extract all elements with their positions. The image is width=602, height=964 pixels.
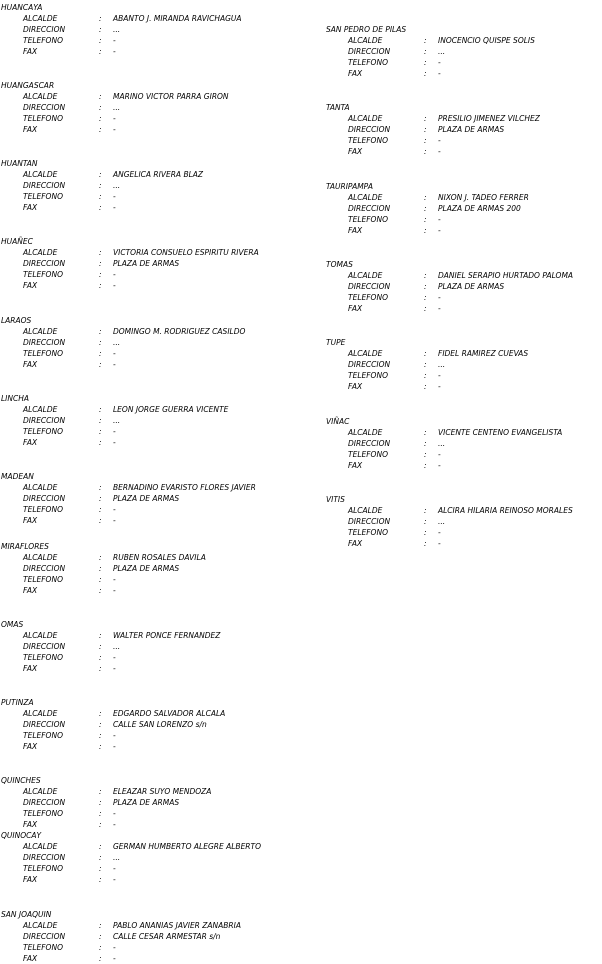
telefono-label: TELEFONO bbox=[348, 450, 388, 459]
colon-separator: : bbox=[424, 58, 427, 67]
alcalde-label: ALCALDE bbox=[23, 787, 58, 796]
fax-label: FAX bbox=[23, 664, 38, 673]
direccion-label: DIRECCION bbox=[348, 282, 391, 291]
alcalde-value: INOCENCIO QUISPE SOLIS bbox=[438, 36, 535, 45]
fax-label: FAX bbox=[348, 382, 363, 391]
colon-separator: : bbox=[99, 327, 102, 336]
colon-separator: : bbox=[99, 427, 102, 436]
direccion-label: DIRECCION bbox=[23, 494, 66, 503]
colon-separator: : bbox=[99, 586, 102, 595]
colon-separator: : bbox=[99, 270, 102, 279]
colon-separator: : bbox=[99, 575, 102, 584]
colon-separator: : bbox=[99, 932, 102, 941]
district-name: LARAOS bbox=[1, 316, 32, 325]
colon-separator: : bbox=[99, 405, 102, 414]
fax-value: - bbox=[438, 147, 441, 156]
alcalde-value: GERMAN HUMBERTO ALEGRE ALBERTO bbox=[113, 842, 262, 851]
telefono-value: - bbox=[113, 575, 116, 584]
district-name: SAN JOAQUIN bbox=[1, 910, 52, 919]
colon-separator: : bbox=[99, 653, 102, 662]
direccion-label: DIRECCION bbox=[23, 720, 66, 729]
direccion-label: DIRECCION bbox=[348, 439, 391, 448]
district-name: TOMAS bbox=[326, 260, 353, 269]
colon-separator: : bbox=[424, 114, 427, 123]
fax-value: - bbox=[113, 820, 116, 829]
direccion-label: DIRECCION bbox=[23, 932, 66, 941]
telefono-label: TELEFONO bbox=[348, 371, 388, 380]
colon-separator: : bbox=[424, 69, 427, 78]
telefono-value: - bbox=[113, 427, 116, 436]
colon-separator: : bbox=[99, 338, 102, 347]
telefono-label: TELEFONO bbox=[23, 809, 63, 818]
fax-value: - bbox=[438, 304, 441, 313]
alcalde-value: VICTORIA CONSUELO ESPIRITU RIVERA bbox=[113, 248, 259, 257]
fax-value: - bbox=[438, 461, 441, 470]
direccion-value: CALLE CESAR ARMESTAR s/n bbox=[113, 932, 221, 941]
district-name: VIÑAC bbox=[326, 417, 350, 426]
direccion-label: DIRECCION bbox=[348, 517, 391, 526]
telefono-label: TELEFONO bbox=[348, 58, 388, 67]
colon-separator: : bbox=[424, 47, 427, 56]
colon-separator: : bbox=[99, 170, 102, 179]
telefono-value: - bbox=[438, 136, 441, 145]
colon-separator: : bbox=[99, 642, 102, 651]
alcalde-value: LEON JORGE GUERRA VICENTE bbox=[113, 405, 229, 414]
fax-value: - bbox=[113, 47, 116, 56]
colon-separator: : bbox=[424, 382, 427, 391]
district-name: TUPE bbox=[326, 338, 346, 347]
district-name: HUANTAN bbox=[1, 159, 38, 168]
telefono-value: - bbox=[438, 528, 441, 537]
fax-label: FAX bbox=[348, 69, 363, 78]
colon-separator: : bbox=[99, 742, 102, 751]
direccion-value: ... bbox=[438, 517, 446, 526]
colon-separator: : bbox=[99, 798, 102, 807]
telefono-label: TELEFONO bbox=[23, 731, 63, 740]
telefono-value: - bbox=[113, 653, 116, 662]
direccion-label: DIRECCION bbox=[348, 204, 391, 213]
colon-separator: : bbox=[424, 147, 427, 156]
telefono-value: - bbox=[113, 114, 116, 123]
fax-value: - bbox=[113, 954, 116, 963]
telefono-label: TELEFONO bbox=[23, 427, 63, 436]
telefono-label: TELEFONO bbox=[23, 505, 63, 514]
colon-separator: : bbox=[99, 416, 102, 425]
direccion-label: DIRECCION bbox=[23, 416, 66, 425]
district-name: VITIS bbox=[326, 495, 345, 504]
alcalde-value: ALCIRA HILARIA REINOSO MORALES bbox=[438, 506, 573, 515]
colon-separator: : bbox=[424, 349, 427, 358]
district-name: TAURIPAMPA bbox=[326, 182, 373, 191]
fax-value: - bbox=[113, 125, 116, 134]
colon-separator: : bbox=[99, 25, 102, 34]
direccion-value: ... bbox=[113, 416, 121, 425]
colon-separator: : bbox=[99, 564, 102, 573]
fax-label: FAX bbox=[348, 147, 363, 156]
colon-separator: : bbox=[424, 461, 427, 470]
colon-separator: : bbox=[424, 304, 427, 313]
telefono-label: TELEFONO bbox=[23, 575, 63, 584]
alcalde-value: MARINO VICTOR PARRA GIRON bbox=[113, 92, 229, 101]
colon-separator: : bbox=[99, 921, 102, 930]
colon-separator: : bbox=[99, 842, 102, 851]
telefono-label: TELEFONO bbox=[23, 270, 63, 279]
colon-separator: : bbox=[424, 136, 427, 145]
fax-label: FAX bbox=[348, 461, 363, 470]
fax-label: FAX bbox=[23, 203, 38, 212]
direccion-label: DIRECCION bbox=[23, 338, 66, 347]
fax-value: - bbox=[438, 69, 441, 78]
colon-separator: : bbox=[99, 664, 102, 673]
telefono-value: - bbox=[113, 36, 116, 45]
fax-label: FAX bbox=[23, 47, 38, 56]
colon-separator: : bbox=[99, 103, 102, 112]
alcalde-label: ALCALDE bbox=[348, 349, 383, 358]
alcalde-label: ALCALDE bbox=[23, 483, 58, 492]
direccion-value: PLAZA DE ARMAS bbox=[438, 282, 505, 291]
telefono-value: - bbox=[438, 450, 441, 459]
telefono-label: TELEFONO bbox=[23, 192, 63, 201]
colon-separator: : bbox=[424, 271, 427, 280]
colon-separator: : bbox=[99, 809, 102, 818]
telefono-value: - bbox=[113, 192, 116, 201]
fax-label: FAX bbox=[23, 360, 38, 369]
district-name: HUAÑEC bbox=[1, 237, 33, 246]
direccion-value: ... bbox=[113, 181, 121, 190]
fax-label: FAX bbox=[23, 438, 38, 447]
telefono-value: - bbox=[438, 215, 441, 224]
colon-separator: : bbox=[424, 125, 427, 134]
alcalde-label: ALCALDE bbox=[348, 428, 383, 437]
fax-label: FAX bbox=[23, 954, 38, 963]
direccion-value: CALLE SAN LORENZO s/n bbox=[113, 720, 207, 729]
direccion-value: ... bbox=[438, 360, 446, 369]
colon-separator: : bbox=[99, 192, 102, 201]
colon-separator: : bbox=[99, 954, 102, 963]
colon-separator: : bbox=[424, 36, 427, 45]
colon-separator: : bbox=[99, 631, 102, 640]
colon-separator: : bbox=[424, 215, 427, 224]
colon-separator: : bbox=[424, 528, 427, 537]
colon-separator: : bbox=[99, 731, 102, 740]
colon-separator: : bbox=[99, 438, 102, 447]
colon-separator: : bbox=[99, 259, 102, 268]
direccion-value: ... bbox=[438, 47, 446, 56]
telefono-value: - bbox=[113, 349, 116, 358]
alcalde-label: ALCALDE bbox=[23, 553, 58, 562]
telefono-value: - bbox=[113, 943, 116, 952]
direccion-label: DIRECCION bbox=[23, 25, 66, 34]
colon-separator: : bbox=[99, 47, 102, 56]
alcalde-label: ALCALDE bbox=[23, 170, 58, 179]
alcalde-label: ALCALDE bbox=[23, 405, 58, 414]
direccion-value: PLAZA DE ARMAS bbox=[113, 798, 180, 807]
alcalde-value: RUBEN ROSALES DAVILA bbox=[113, 553, 206, 562]
direccion-label: DIRECCION bbox=[23, 564, 66, 573]
colon-separator: : bbox=[99, 864, 102, 873]
fax-value: - bbox=[113, 742, 116, 751]
telefono-label: TELEFONO bbox=[348, 136, 388, 145]
alcalde-label: ALCALDE bbox=[348, 114, 383, 123]
district-name: PUTINZA bbox=[1, 698, 34, 707]
colon-separator: : bbox=[424, 371, 427, 380]
direccion-label: DIRECCION bbox=[23, 642, 66, 651]
direccion-value: PLAZA DE ARMAS bbox=[113, 564, 180, 573]
telefono-value: - bbox=[438, 293, 441, 302]
telefono-label: TELEFONO bbox=[23, 349, 63, 358]
colon-separator: : bbox=[99, 787, 102, 796]
direccion-value: PLAZA DE ARMAS bbox=[113, 494, 180, 503]
direccion-label: DIRECCION bbox=[23, 259, 66, 268]
district-name: QUINOCAY bbox=[1, 831, 42, 840]
colon-separator: : bbox=[424, 360, 427, 369]
colon-separator: : bbox=[99, 360, 102, 369]
colon-separator: : bbox=[99, 853, 102, 862]
colon-separator: : bbox=[99, 203, 102, 212]
fax-value: - bbox=[113, 203, 116, 212]
alcalde-label: ALCALDE bbox=[23, 921, 58, 930]
alcalde-value: EDGARDO SALVADOR ALCALA bbox=[113, 709, 226, 718]
telefono-label: TELEFONO bbox=[23, 36, 63, 45]
alcalde-label: ALCALDE bbox=[23, 709, 58, 718]
district-name: HUANCAYA bbox=[1, 3, 43, 12]
fax-label: FAX bbox=[348, 539, 363, 548]
colon-separator: : bbox=[99, 92, 102, 101]
direccion-label: DIRECCION bbox=[348, 125, 391, 134]
colon-separator: : bbox=[99, 820, 102, 829]
alcalde-label: ALCALDE bbox=[23, 248, 58, 257]
colon-separator: : bbox=[424, 193, 427, 202]
direccion-value: ... bbox=[113, 642, 121, 651]
telefono-value: - bbox=[438, 58, 441, 67]
colon-separator: : bbox=[424, 293, 427, 302]
direccion-value: ... bbox=[113, 25, 121, 34]
direccion-label: DIRECCION bbox=[23, 103, 66, 112]
colon-separator: : bbox=[99, 248, 102, 257]
alcalde-value: DOMINGO M. RODRIGUEZ CASILDO bbox=[113, 327, 246, 336]
telefono-label: TELEFONO bbox=[348, 215, 388, 224]
fax-value: - bbox=[113, 438, 116, 447]
fax-value: - bbox=[113, 516, 116, 525]
fax-value: - bbox=[113, 360, 116, 369]
alcalde-label: ALCALDE bbox=[348, 271, 383, 280]
colon-separator: : bbox=[99, 720, 102, 729]
colon-separator: : bbox=[424, 428, 427, 437]
telefono-label: TELEFONO bbox=[348, 293, 388, 302]
district-name: TANTA bbox=[326, 103, 350, 112]
telefono-label: TELEFONO bbox=[23, 864, 63, 873]
alcalde-label: ALCALDE bbox=[23, 92, 58, 101]
fax-value: - bbox=[113, 281, 116, 290]
district-name: MADEAN bbox=[1, 472, 34, 481]
telefono-value: - bbox=[113, 864, 116, 873]
telefono-label: TELEFONO bbox=[23, 114, 63, 123]
colon-separator: : bbox=[99, 125, 102, 134]
fax-label: FAX bbox=[23, 875, 38, 884]
alcalde-label: ALCALDE bbox=[348, 193, 383, 202]
direccion-label: DIRECCION bbox=[23, 181, 66, 190]
fax-value: - bbox=[113, 586, 116, 595]
direccion-label: DIRECCION bbox=[348, 47, 391, 56]
direccion-value: ... bbox=[113, 853, 121, 862]
colon-separator: : bbox=[424, 506, 427, 515]
district-name: SAN PEDRO DE PILAS bbox=[326, 25, 407, 34]
telefono-label: TELEFONO bbox=[23, 653, 63, 662]
colon-separator: : bbox=[424, 282, 427, 291]
alcalde-value: DANIEL SERAPIO HURTADO PALOMA bbox=[438, 271, 574, 280]
alcalde-label: ALCALDE bbox=[348, 36, 383, 45]
colon-separator: : bbox=[99, 505, 102, 514]
colon-separator: : bbox=[424, 439, 427, 448]
alcalde-label: ALCALDE bbox=[23, 14, 58, 23]
fax-label: FAX bbox=[23, 281, 38, 290]
telefono-value: - bbox=[113, 505, 116, 514]
colon-separator: : bbox=[99, 494, 102, 503]
fax-label: FAX bbox=[23, 586, 38, 595]
alcalde-value: ABANTO J. MIRANDA RAVICHAGUA bbox=[113, 14, 242, 23]
colon-separator: : bbox=[424, 517, 427, 526]
direccion-value: PLAZA DE ARMAS bbox=[113, 259, 180, 268]
direccion-label: DIRECCION bbox=[348, 360, 391, 369]
fax-label: FAX bbox=[23, 742, 38, 751]
fax-value: - bbox=[113, 875, 116, 884]
colon-separator: : bbox=[99, 281, 102, 290]
district-name: OMAS bbox=[1, 620, 24, 629]
district-name: QUINCHES bbox=[1, 776, 41, 785]
colon-separator: : bbox=[99, 875, 102, 884]
alcalde-label: ALCALDE bbox=[23, 842, 58, 851]
colon-separator: : bbox=[99, 181, 102, 190]
direccion-label: DIRECCION bbox=[23, 798, 66, 807]
alcalde-value: VICENTE CENTENO EVANGELISTA bbox=[438, 428, 563, 437]
alcalde-label: ALCALDE bbox=[23, 631, 58, 640]
fax-label: FAX bbox=[348, 304, 363, 313]
fax-value: - bbox=[113, 664, 116, 673]
alcalde-value: ELEAZAR SUYO MENDOZA bbox=[113, 787, 212, 796]
alcalde-value: PABLO ANANIAS JAVIER ZANABRIA bbox=[113, 921, 241, 930]
fax-value: - bbox=[438, 382, 441, 391]
direccion-label: DIRECCION bbox=[23, 853, 66, 862]
alcalde-label: ALCALDE bbox=[23, 327, 58, 336]
colon-separator: : bbox=[99, 709, 102, 718]
telefono-label: TELEFONO bbox=[348, 528, 388, 537]
colon-separator: : bbox=[99, 114, 102, 123]
telefono-value: - bbox=[113, 270, 116, 279]
telefono-label: TELEFONO bbox=[23, 943, 63, 952]
alcalde-value: NIXON J. TADEO FERRER bbox=[438, 193, 529, 202]
alcalde-label: ALCALDE bbox=[348, 506, 383, 515]
alcalde-value: PRESILIO JIMENEZ VILCHEZ bbox=[438, 114, 540, 123]
colon-separator: : bbox=[424, 539, 427, 548]
district-name: MIRAFLORES bbox=[1, 542, 49, 551]
fax-label: FAX bbox=[23, 516, 38, 525]
fax-label: FAX bbox=[23, 820, 38, 829]
district-name: LINCHA bbox=[1, 394, 30, 403]
colon-separator: : bbox=[99, 36, 102, 45]
alcalde-value: ANGELICA RIVERA BLAZ bbox=[113, 170, 204, 179]
district-name: HUANGASCAR bbox=[1, 81, 55, 90]
colon-separator: : bbox=[424, 226, 427, 235]
direccion-value: PLAZA DE ARMAS 200 bbox=[438, 204, 521, 213]
fax-label: FAX bbox=[23, 125, 38, 134]
fax-value: - bbox=[438, 539, 441, 548]
direccion-value: ... bbox=[113, 103, 121, 112]
colon-separator: : bbox=[99, 349, 102, 358]
direccion-value: ... bbox=[113, 338, 121, 347]
colon-separator: : bbox=[99, 483, 102, 492]
telefono-value: - bbox=[438, 371, 441, 380]
colon-separator: : bbox=[424, 204, 427, 213]
telefono-value: - bbox=[113, 809, 116, 818]
alcalde-value: BERNADINO EVARISTO FLORES JAVIER bbox=[113, 483, 256, 492]
telefono-value: - bbox=[113, 731, 116, 740]
fax-value: - bbox=[438, 226, 441, 235]
colon-separator: : bbox=[99, 516, 102, 525]
colon-separator: : bbox=[99, 14, 102, 23]
fax-label: FAX bbox=[348, 226, 363, 235]
alcalde-value: WALTER PONCE FERNANDEZ bbox=[113, 631, 221, 640]
direccion-value: ... bbox=[438, 439, 446, 448]
colon-separator: : bbox=[99, 553, 102, 562]
colon-separator: : bbox=[424, 450, 427, 459]
direccion-value: PLAZA DE ARMAS bbox=[438, 125, 505, 134]
alcalde-value: FIDEL RAMIREZ CUEVAS bbox=[438, 349, 529, 358]
colon-separator: : bbox=[99, 943, 102, 952]
